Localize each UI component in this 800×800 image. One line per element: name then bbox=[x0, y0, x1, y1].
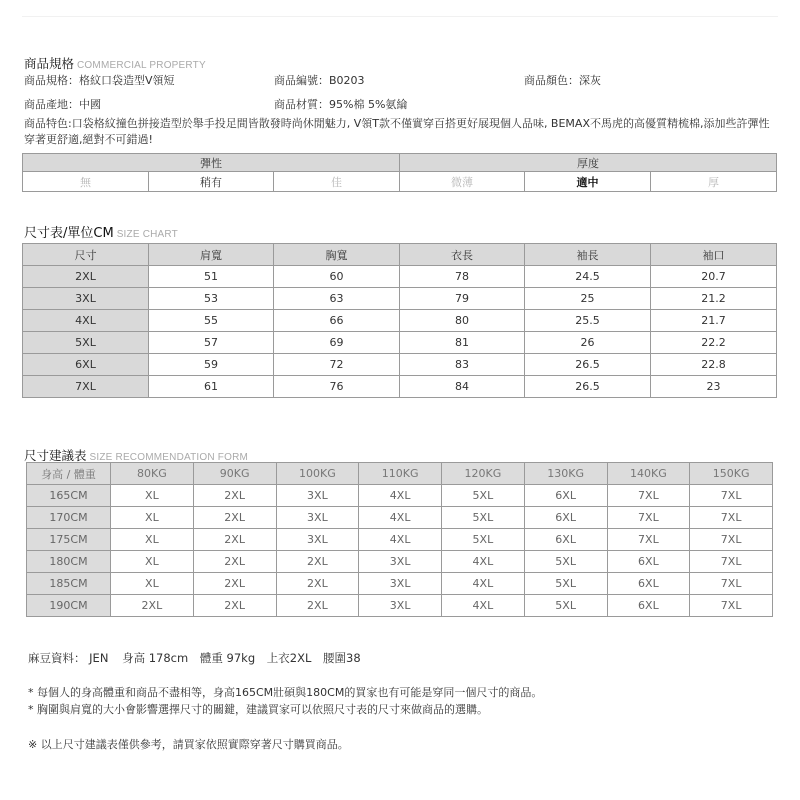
top-divider bbox=[22, 16, 778, 17]
size-chart-title-en: SIZE CHART bbox=[116, 229, 178, 240]
product-origin: 商品產地：中國 bbox=[24, 98, 101, 111]
recommend-header-cell: 90KG bbox=[193, 463, 276, 485]
model-weight: 體重 97kg bbox=[199, 651, 256, 665]
size-cell: 53 bbox=[149, 288, 274, 310]
product-material: 商品材質：95%棉 5%氨綸 bbox=[274, 98, 408, 111]
recommend-row-label: 180CM bbox=[27, 551, 111, 573]
recommend-cell: 2XL bbox=[193, 573, 276, 595]
model-top-size: 上衣2XL bbox=[266, 651, 312, 665]
size-chart-row bbox=[23, 310, 777, 332]
texture-value-row bbox=[23, 172, 777, 192]
size-cell: 78 bbox=[400, 266, 525, 288]
recommend-cell: 4XL bbox=[442, 551, 525, 573]
recommend-cell: 4XL bbox=[359, 485, 442, 507]
recommend-cell: XL bbox=[111, 507, 194, 529]
recommend-cell: 2XL bbox=[193, 551, 276, 573]
size-cell: 66 bbox=[274, 310, 400, 332]
size-cell: 81 bbox=[400, 332, 525, 354]
recommend-header-cell: 80KG bbox=[111, 463, 194, 485]
size-row-label: 5XL bbox=[23, 332, 149, 354]
size-cell: 25 bbox=[525, 288, 651, 310]
recommend-cell: 5XL bbox=[524, 551, 607, 573]
recommend-cell: 7XL bbox=[690, 507, 773, 529]
recommend-cell: 7XL bbox=[690, 573, 773, 595]
texture-header-row bbox=[23, 154, 777, 172]
recommend-row-label: 185CM bbox=[27, 573, 111, 595]
product-spec: 商品規格：格紋口袋造型V領短 bbox=[24, 74, 175, 87]
recommend-cell: 7XL bbox=[690, 529, 773, 551]
recommend-header-cell: 120KG bbox=[442, 463, 525, 485]
size-cell: 69 bbox=[274, 332, 400, 354]
size-cell: 23 bbox=[651, 376, 777, 398]
recommend-cell: 7XL bbox=[690, 595, 773, 617]
model-info bbox=[28, 650, 361, 666]
recommend-cell: 5XL bbox=[442, 529, 525, 551]
model-name: JEN bbox=[89, 651, 109, 665]
thickness-thin: 微薄 bbox=[400, 172, 525, 192]
recommend-cell: XL bbox=[111, 529, 194, 551]
recommend-cell: 2XL bbox=[193, 529, 276, 551]
recommend-cell: 7XL bbox=[607, 507, 690, 529]
size-cell: 26.5 bbox=[525, 354, 651, 376]
recommend-cell: 6XL bbox=[607, 573, 690, 595]
recommend-header-cell: 150KG bbox=[690, 463, 773, 485]
recommend-cell: 2XL bbox=[111, 595, 194, 617]
size-chart-title: 尺寸表/單位CM bbox=[24, 226, 114, 241]
size-chart-row bbox=[23, 376, 777, 398]
product-feature: 商品特色:口袋格紋撞色拼接造型於舉手投足間皆散發時尚休閒魅力, V領T款不僅實穿百搭更好展現個人品味, BEMAX不馬虎的高優質精梳棉,添加些許彈性穿著更舒適,絕對不可錯過! bbox=[24, 117, 770, 146]
recommend-header-cell: 身高 / 體重 bbox=[27, 463, 111, 485]
size-cell: 60 bbox=[274, 266, 400, 288]
recommend-row bbox=[27, 485, 773, 507]
size-row-label: 2XL bbox=[23, 266, 149, 288]
size-cell: 63 bbox=[274, 288, 400, 310]
recommend-cell: 4XL bbox=[442, 595, 525, 617]
recommend-title: 尺寸建議表 bbox=[24, 448, 87, 463]
size-cell: 21.2 bbox=[651, 288, 777, 310]
recommend-row bbox=[27, 529, 773, 551]
recommend-cell: 2XL bbox=[276, 551, 359, 573]
recommend-cell: 6XL bbox=[524, 507, 607, 529]
size-cell: 76 bbox=[274, 376, 400, 398]
thickness-thick: 厚 bbox=[651, 172, 777, 192]
model-waist: 腰圍38 bbox=[323, 651, 361, 665]
size-row-label: 6XL bbox=[23, 354, 149, 376]
size-chart-row bbox=[23, 288, 777, 310]
size-cell: 51 bbox=[149, 266, 274, 288]
size-cell: 24.5 bbox=[525, 266, 651, 288]
recommend-cell: 2XL bbox=[193, 507, 276, 529]
recommend-cell: 5XL bbox=[442, 485, 525, 507]
recommend-row-label: 170CM bbox=[27, 507, 111, 529]
size-cell: 22.2 bbox=[651, 332, 777, 354]
note-3: ※ 以上尺寸建議表僅供參考，請買家依照實際穿著尺寸購買商品。 bbox=[28, 738, 349, 751]
recommend-row-label: 165CM bbox=[27, 485, 111, 507]
elastic-none: 無 bbox=[23, 172, 149, 192]
recommend-row bbox=[27, 507, 773, 529]
size-chart-header-row bbox=[23, 244, 777, 266]
recommend-cell: 6XL bbox=[607, 595, 690, 617]
recommend-title-en: SIZE RECOMMENDATION FORM bbox=[89, 452, 249, 463]
recommend-row-label: 190CM bbox=[27, 595, 111, 617]
note-1: * 每個人的身高體重和商品不盡相等，身高165CM壯碩與180CM的買家也有可能是穿同一個尺寸的商品。 bbox=[28, 686, 543, 699]
recommend-cell: 6XL bbox=[524, 485, 607, 507]
size-recommendation-table bbox=[26, 462, 773, 617]
size-chart-row bbox=[23, 266, 777, 288]
property-section-title bbox=[24, 53, 206, 72]
recommend-cell: 3XL bbox=[276, 507, 359, 529]
recommend-cell: 2XL bbox=[276, 573, 359, 595]
recommend-cell: 2XL bbox=[276, 595, 359, 617]
size-cell: 59 bbox=[149, 354, 274, 376]
recommend-cell: 7XL bbox=[607, 529, 690, 551]
elastic-header: 彈性 bbox=[23, 154, 400, 172]
recommend-header-row bbox=[27, 463, 773, 485]
recommend-cell: 3XL bbox=[276, 529, 359, 551]
recommend-cell: 6XL bbox=[524, 529, 607, 551]
recommend-cell: 4XL bbox=[442, 573, 525, 595]
size-chart-section-title bbox=[24, 222, 178, 241]
recommend-cell: 5XL bbox=[524, 595, 607, 617]
size-cell: 22.8 bbox=[651, 354, 777, 376]
size-cell: 80 bbox=[400, 310, 525, 332]
size-header-cell: 尺寸 bbox=[23, 244, 149, 266]
size-cell: 72 bbox=[274, 354, 400, 376]
size-cell: 61 bbox=[149, 376, 274, 398]
size-header-cell: 袖口 bbox=[651, 244, 777, 266]
size-row-label: 7XL bbox=[23, 376, 149, 398]
recommend-cell: 3XL bbox=[359, 595, 442, 617]
recommend-cell: 4XL bbox=[359, 529, 442, 551]
product-color: 商品顏色：深灰 bbox=[524, 74, 601, 87]
size-cell: 25.5 bbox=[525, 310, 651, 332]
note-2: * 胸圍與肩寬的大小會影響選擇尺寸的關鍵，建議買家可以依照尺寸表的尺寸來做商品的選購。 bbox=[28, 703, 488, 716]
size-cell: 26 bbox=[525, 332, 651, 354]
size-cell: 84 bbox=[400, 376, 525, 398]
recommend-cell: 3XL bbox=[359, 573, 442, 595]
thickness-medium: 適中 bbox=[525, 172, 651, 192]
size-cell: 79 bbox=[400, 288, 525, 310]
recommend-row bbox=[27, 573, 773, 595]
recommend-header-cell: 130KG bbox=[524, 463, 607, 485]
size-chart-row bbox=[23, 354, 777, 376]
size-cell: 21.7 bbox=[651, 310, 777, 332]
recommend-cell: 5XL bbox=[442, 507, 525, 529]
size-row-label: 3XL bbox=[23, 288, 149, 310]
elastic-good: 佳 bbox=[274, 172, 400, 192]
texture-table bbox=[22, 153, 777, 192]
recommend-cell: 5XL bbox=[524, 573, 607, 595]
size-header-cell: 袖長 bbox=[525, 244, 651, 266]
size-row-label: 4XL bbox=[23, 310, 149, 332]
size-cell: 20.7 bbox=[651, 266, 777, 288]
recommend-cell: XL bbox=[111, 551, 194, 573]
recommend-row-label: 175CM bbox=[27, 529, 111, 551]
recommend-cell: XL bbox=[111, 485, 194, 507]
product-code: 商品編號：B0203 bbox=[274, 74, 365, 87]
size-cell: 83 bbox=[400, 354, 525, 376]
recommend-cell: 2XL bbox=[193, 595, 276, 617]
recommend-header-cell: 100KG bbox=[276, 463, 359, 485]
thickness-header: 厚度 bbox=[400, 154, 777, 172]
property-title-en: COMMERCIAL PROPERTY bbox=[77, 60, 206, 71]
recommend-cell: 7XL bbox=[607, 485, 690, 507]
size-cell: 55 bbox=[149, 310, 274, 332]
size-header-cell: 胸寬 bbox=[274, 244, 400, 266]
property-title: 商品規格 bbox=[24, 56, 75, 71]
elastic-some: 稍有 bbox=[149, 172, 274, 192]
recommend-header-cell: 140KG bbox=[607, 463, 690, 485]
recommend-cell: 3XL bbox=[276, 485, 359, 507]
recommend-row bbox=[27, 595, 773, 617]
size-cell: 57 bbox=[149, 332, 274, 354]
size-header-cell: 衣長 bbox=[400, 244, 525, 266]
model-label: 麻豆資料： bbox=[28, 651, 86, 665]
recommend-cell: 3XL bbox=[359, 551, 442, 573]
size-cell: 26.5 bbox=[525, 376, 651, 398]
size-chart-row bbox=[23, 332, 777, 354]
model-height: 身高 178cm bbox=[122, 651, 189, 665]
size-header-cell: 肩寬 bbox=[149, 244, 274, 266]
size-chart-table bbox=[22, 243, 777, 398]
recommend-cell: 7XL bbox=[690, 551, 773, 573]
recommend-header-cell: 110KG bbox=[359, 463, 442, 485]
recommend-row bbox=[27, 551, 773, 573]
recommend-cell: 4XL bbox=[359, 507, 442, 529]
recommend-cell: 2XL bbox=[193, 485, 276, 507]
recommend-cell: 7XL bbox=[690, 485, 773, 507]
recommend-cell: XL bbox=[111, 573, 194, 595]
recommend-cell: 6XL bbox=[607, 551, 690, 573]
